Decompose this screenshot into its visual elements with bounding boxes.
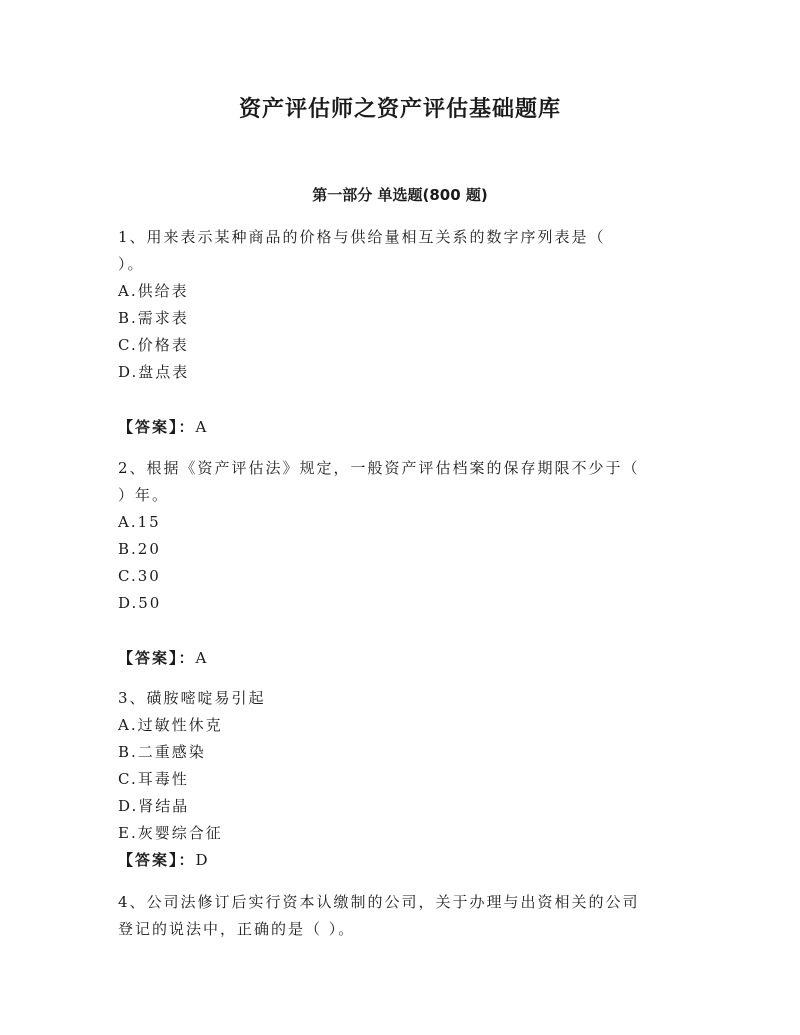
question-1-option-b: B.需求表	[118, 309, 189, 327]
question-2-answer	[118, 648, 208, 668]
answer-value: A	[195, 649, 209, 667]
question-3-option-a: A.过敏性休克	[118, 716, 223, 734]
question-1-stem-line2: ）。	[118, 255, 145, 273]
answer-label: 【答案】：	[118, 649, 196, 667]
section-heading: 第一部分 单选题(800 题)	[312, 186, 488, 204]
answer-value: A	[195, 418, 209, 436]
question-1-option-d: D.盘点表	[118, 363, 190, 381]
question-3-option-e: E.灰婴综合征	[118, 824, 223, 842]
question-2-option-b: B.20	[118, 540, 161, 558]
answer-label: 【答案】：	[118, 851, 196, 869]
question-1-stem-line1: 1、用来表示某种商品的价格与供给量相互关系的数字序列表是（	[118, 228, 606, 246]
question-2-option-d: D.50	[118, 594, 162, 612]
question-4-stem-line1: 4、公司法修订后实行资本认缴制的公司，关于办理与出资相关的公司	[118, 893, 640, 911]
question-1-option-a: A.供给表	[118, 282, 189, 300]
answer-label: 【答案】：	[118, 418, 196, 436]
question-4-stem-line2: 登记的说法中，正确的是（ ）。	[118, 920, 356, 938]
question-2-option-c: C.30	[118, 567, 161, 585]
question-2-option-a: A.15	[118, 513, 161, 531]
question-1-option-c: C.价格表	[118, 336, 189, 354]
document-title: 资产评估师之资产评估基础题库	[238, 97, 561, 122]
question-2-stem-line1: 2、根据《资产评估法》规定，一般资产评估档案的保存期限不少于（	[118, 459, 640, 477]
question-3-option-d: D.肾结晶	[118, 797, 190, 815]
question-2-stem-line2: ）年。	[118, 486, 170, 504]
question-3-stem-line1: 3、磺胺嘧啶易引起	[118, 689, 266, 707]
question-3-answer	[118, 850, 210, 870]
question-3-option-b: B.二重感染	[118, 743, 206, 761]
answer-value: D	[195, 851, 210, 869]
question-1-answer	[118, 417, 208, 437]
question-3-option-c: C.耳毒性	[118, 770, 189, 788]
